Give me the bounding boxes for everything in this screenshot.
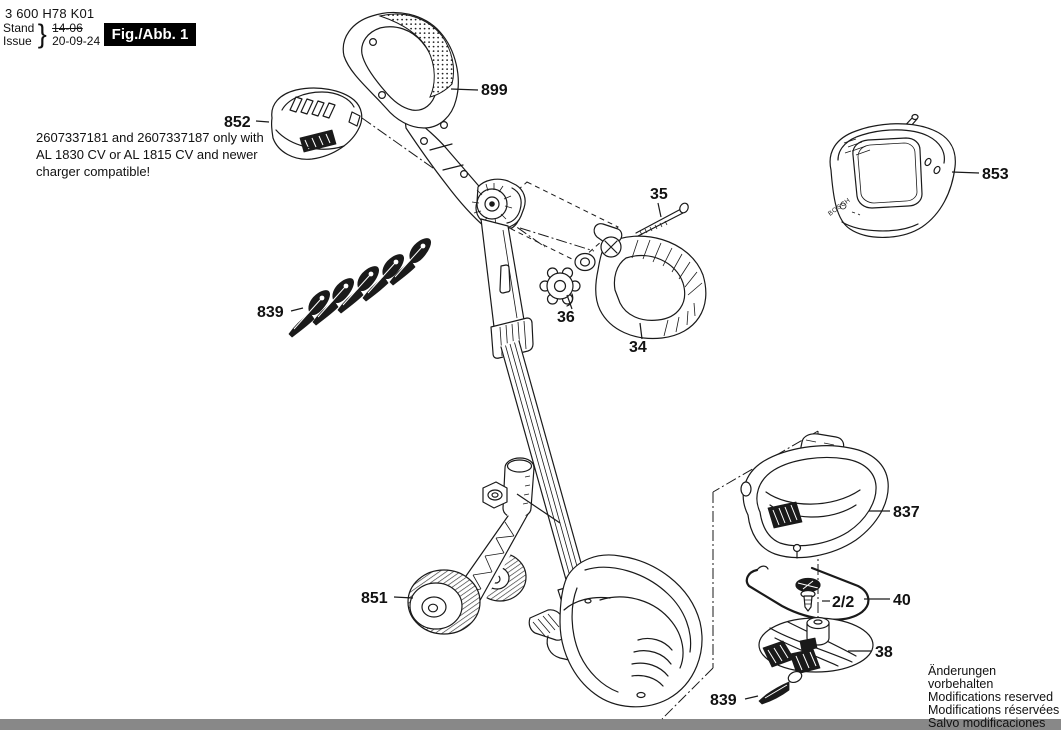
battery-852 (272, 88, 362, 159)
guard-837 (741, 434, 888, 558)
callout-charger: 853 (982, 166, 1009, 183)
cutting-disc-38 (759, 618, 873, 675)
issue-value: 20-09-24 (52, 34, 101, 48)
callout-blades-set: 839 (257, 304, 284, 321)
stand-value: 14-06 (52, 21, 83, 35)
single-blade-839 (759, 670, 803, 704)
charger-853 (827, 115, 955, 238)
modifications-reserved-note: Änderungen vorbehalten Modifications reserved Modifications réservées Salvo modificaciones (928, 664, 1060, 730)
charger-compatibility-note: 2607337181 and 2607337187 only with AL 1830 CV or AL 1815 CV and newer charger compatible! (36, 130, 264, 179)
trimmer-body-899 (343, 13, 702, 707)
callout-aux-handle: 34 (629, 339, 647, 356)
issue-label: Issue (3, 34, 32, 48)
callout-cutting-disc: 38 (875, 644, 893, 661)
figure-label: Fig./Abb. 1 (104, 23, 196, 46)
fastener-2-2 (796, 579, 820, 612)
callout-single-blade: 839 (710, 692, 737, 709)
callout-fastener-qty: 2/2 (832, 594, 855, 611)
document-part-number: 3 600 H78 K01 (5, 6, 95, 21)
trimmer-head (529, 555, 702, 707)
aux-handle-34 (594, 224, 706, 339)
blades-set-839 (289, 239, 431, 337)
callout-wheel-attachment: 851 (361, 590, 388, 607)
callout-trimmer-body: 899 (481, 82, 508, 99)
handle-screw-35 (636, 202, 690, 236)
revision-brace: } (37, 19, 47, 49)
callout-wire-bail: 40 (893, 592, 911, 609)
callout-battery: 852 (224, 114, 251, 131)
stand-label: Stand (3, 21, 35, 35)
wheel-attachment-851 (408, 458, 560, 634)
callout-handle-knob: 36 (557, 309, 575, 326)
charger-brand-text: BOSCH (827, 196, 852, 218)
callout-guard: 837 (893, 504, 920, 521)
callout-handle-screw: 35 (650, 186, 668, 203)
